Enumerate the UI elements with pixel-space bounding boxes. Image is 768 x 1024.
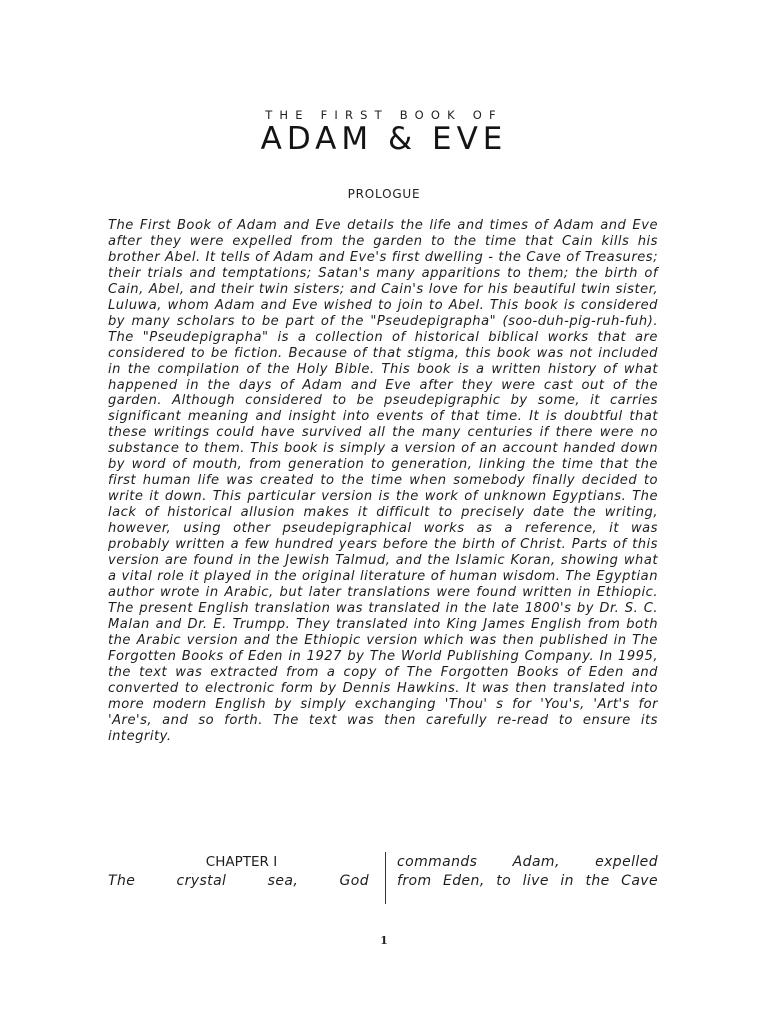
book-kicker: THE FIRST BOOK OF	[265, 108, 503, 122]
column-divider	[385, 852, 386, 904]
page-number: 1	[380, 934, 388, 947]
book-title: ADAM & EVE	[260, 121, 508, 157]
chapter-summary-left: The crystal sea, God	[108, 873, 369, 889]
chapter-summary-right-line: commands Adam, expelled	[397, 854, 658, 870]
prologue-paragraph: The First Book of Adam and Eve details the life and times of Adam and Eve after they were expelled from the garden to the time that Cain kills his brother Abel. It tells of Adam and Eve's first dwelling - the Cave of Treasures; their trials and temptations; Satan's many apparitions to them; the birth of Cain, Abel, and their twin sisters; and Cain's love for his beautiful twin sister, Luluwa, whom Adam and Eve wished to join to Abel. This book is considered by many scholars to be part of the "Pseudepigrapha" (soo-duh-pig-ruh-fuh). The "Pseudepigrapha" is a collection of historical biblical works that are considered to be fiction. Because of that stigma, this book was not included in the compilation of the Holy Bible. This book is a written history of what happened in the days of Adam and Eve after they were cast out of the garden. Although considered to be pseudepigraphic by some, it carries significant meaning and insight into events of that time. It is doubtful that these writings could have survived all the many centuries if there were no substance to them. This book is simply a version of an account handed down by word of mouth, from generation to generation, linking the time that the first human life was created to the time when somebody finally decided to write it down. This particular version is the work of unknown Egyptians. The lack of historical allusion makes it difficult to precisely date the writing, however, using other pseudepigraphical works as a reference, it was probably written a few hundred years before the birth of Christ. Parts of this version are found in the Jewish Talmud, and the Islamic Koran, showing what a vital role it played in the original literature of human wisdom. The Egyptian author wrote in Arabic, but later translations were found written in Ethiopic. The present English translation was translated in the late 1800's by Dr. S. C. Malan and Dr. E. Trumpp. They translated into King James English from both the Arabic version and the Ethiopic version which was then published in The Forgotten Books of Eden in 1927 by The World Publishing Company. In 1995, the text was extracted from a copy of The Forgotten Books of Eden and converted to electronic form by Dennis Hawkins. It was then translated into more modern English by simply exchanging 'Thou' s for 'You's, 'Art's for 'Are's, and so forth. The text was then carefully re-read to ensure its integrity.	[108, 218, 658, 744]
prologue-heading: PROLOGUE	[347, 187, 421, 201]
chapter-heading: CHAPTER I	[205, 854, 278, 870]
chapter-left-column	[108, 853, 369, 891]
chapter-summary-right-line: from Eden, to live in the Cave	[397, 873, 658, 889]
chapter-right-column	[397, 853, 658, 891]
